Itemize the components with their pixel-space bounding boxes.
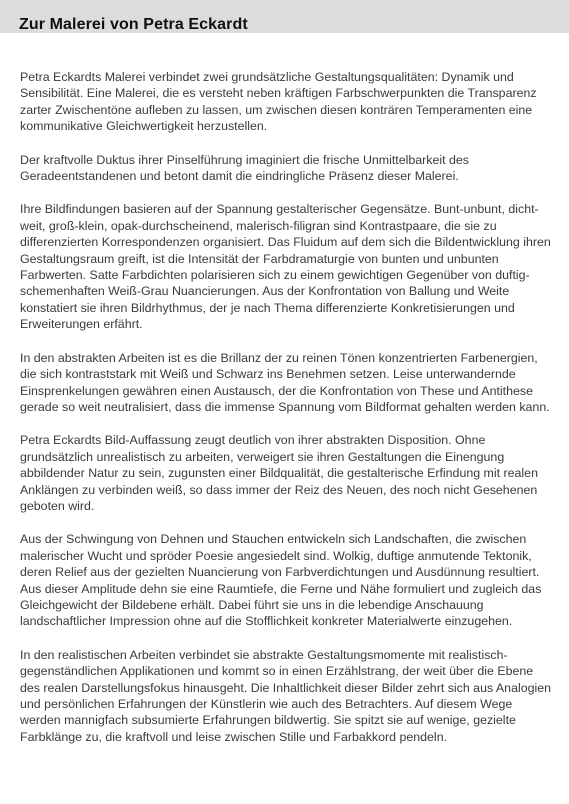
article-body <box>20 69 554 762</box>
paragraph-dynamik: Petra Eckardts Malerei verbindet zwei grundsätzliche Gestaltungsqualitäten: Dynamik und Sensibilität. Eine Malerei, die es versteht neben kräftigen Farbschwerpunkten die Transparenz zarter Zwischentöne aufleben zu lassen, um zwischen diesen konträren Temperamenten eine kommunikative Gleichwertigkeit herzustellen. <box>20 70 537 134</box>
paragraph-abstrakte-arbeiten: In den abstrakten Arbeiten ist es die Brillanz der zu reinen Tönen konzentrierten Farbenergien, die sich kontraststark mit Weiß und Schwarz ins Benehmen setzen. Leise unterwandernde Einsprenkelungen gewähren einen Austausch, der die Konfrontation von These und Antithese gerade so weit neutralisiert, dass die immense Spannung vom Bildformat gehalten werden kann. <box>20 350 550 414</box>
paragraph-realistische-arbeiten: In den realistischen Arbeiten verbindet sie abstrakte Gestaltungsmomente mit realistisch-gegenständlichen Applikationen und kommt so in einen Erzählstrang, der weit über die Ebene des realen Darstellungsfokus hinausgeht. Die Inhaltlichkeit dieser Bilder zehrt sich aus Analogien und persönlichen Erfahrungen der Künstlerin wie auch des Betrachters. Auf diesem Wege werden mannigfach subsumierte Erfahrungen bildwertig. Sie spitzt sie auf wenige, gezielte Farbklänge zu, die kraftvoll und leise zwischen Stille und Farbakkord pendeln. <box>20 647 552 744</box>
paragraph-landschaften: Aus der Schwingung von Dehnen und Stauchen entwickeln sich Landschaften, die zwischen malerischer Wucht und spröder Poesie angesiedelt sind. Wolkig, duftige anmutende Tektonik, deren Relief aus der gezielten Nuancierung von Farbverdichtungen und Ausdünnung resultiert. Aus dieser Amplitude dehn sie eine Raumtiefe, die Ferne und Nähe formuliert und zugleich das Gleichgewicht der Bildebene erhält. Dabei führt sie uns in die lebendige Anschauung landschaftlicher Impression ohne auf die Stofflichkeit konkreter Materialwerte einzugehen. <box>20 532 542 629</box>
paragraph-bild-auffassung: Petra Eckardts Bild-Auffassung zeugt deutlich von ihrer abstrakten Disposition. Ohne grundsätzlich unrealistisch zu arbeiten, verweigert sie ihren Gestaltungen die Einengung abbildender Natur zu sein, zugunsten einer Bildqualität, die gestalterische Erfindung mit realen Anklängen zu verbinden weiß, so dass immer der Reiz des Neuen, des noch nicht Gesehenen geboten wird. <box>20 433 538 513</box>
page-title: Zur Malerei von Petra Eckardt <box>19 16 248 33</box>
paragraph-bildfindungen: Ihre Bildfindungen basieren auf der Spannung gestalterischer Gegensätze. Bunt-unbunt, dicht-weit, groß-klein, opak-durchscheinend, malerisch-filigran sind Kontrastpaare, die sie zu differenzierten Korrespondenzen organisiert. Das Fluidum auf dem sich die Bildentwicklung ihren Gestaltungsraum greift, ist die Intensität der Farbdramaturgie von bunten und unbunten Farbwerten. Satte Farbdichten polarisieren sich zu einem gewichtigen Gegenüber von duftig-schemenhaften Weiß-Grau Nuancierungen. Aus der Konfrontation von Ballung und Weite konstatiert sie ihren Bildrhythmus, der je nach Thema differenzierte Konkretisierungen und Erweiterungen erfährt. <box>20 202 551 332</box>
paragraph-duktus: Der kraftvolle Duktus ihrer Pinselführung imaginiert die frische Unmittelbarkeit des Geradeentstandenen und betont damit die eindringliche Präsenz dieser Malerei. <box>20 152 470 184</box>
